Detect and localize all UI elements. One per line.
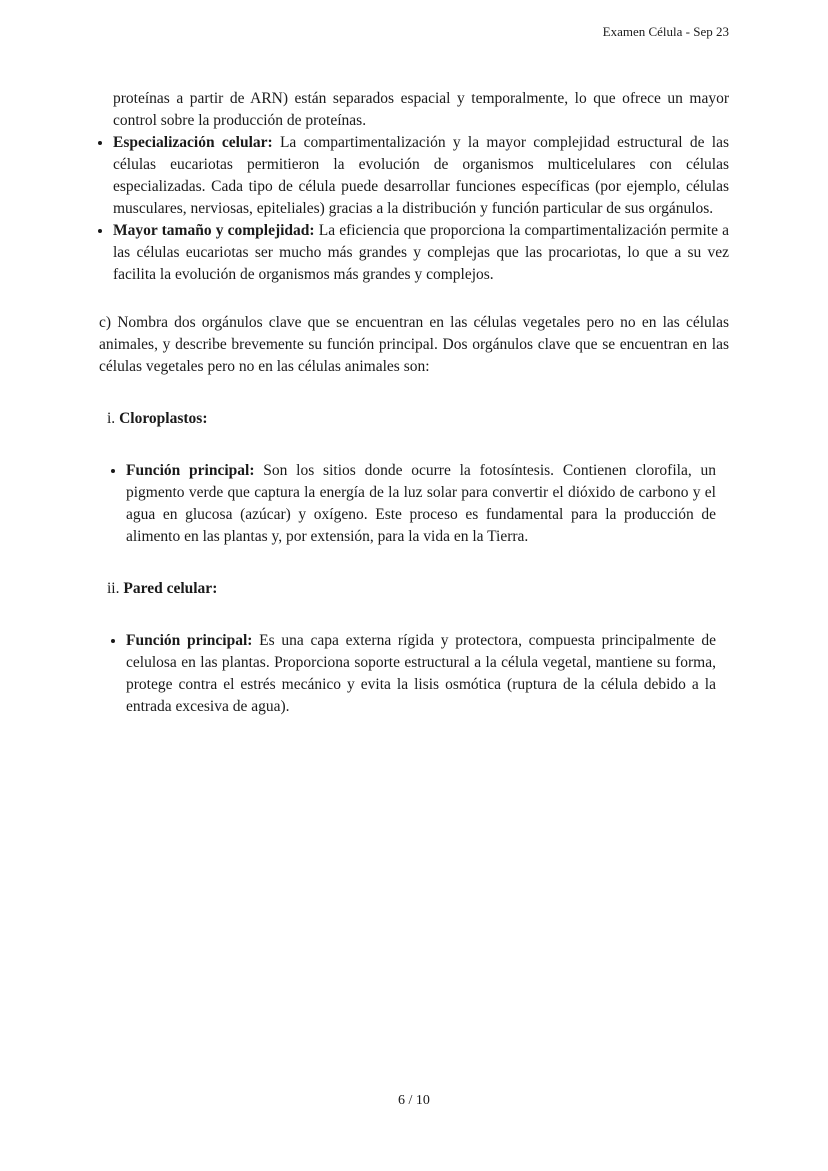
paragraph-continuation: proteínas a partir de ARN) están separados espacial y temporalmente, lo que ofrece un mayor control sobre la producción de proteínas.: [113, 90, 729, 129]
bullet-text: La eficiencia que proporciona la compartimentalización permite a las células eucariotas ser mucho más grandes y complejas que las procariotas, lo que a su vez facilita la evolución de organismos más grandes y complejos.: [113, 222, 729, 283]
item-i-title: Cloroplastos:: [119, 410, 208, 427]
item-i-numeral: i.: [107, 410, 120, 427]
cloroplastos-bullet-list: [111, 460, 716, 548]
bullet-text: Son los sitios donde ocurre la fotosíntesis. Contienen clorofila, un pigmento verde que captura la energía de la luz solar para convertir el dióxido de carbono y el agua en glucosa (azúcar) y oxígeno. Este proceso es fundamental para la producción de alimento en las plantas y, por extensión, para la vida en la Tierra.: [126, 462, 716, 545]
bullet-term: Función principal:: [126, 632, 253, 649]
item-ii-title: Pared celular:: [123, 580, 218, 597]
page-header: [99, 24, 729, 40]
bullet-text: Es una capa externa rígida y protectora, compuesta principalmente de celulosa en las plantas. Proporciona soporte estructural a la célula vegetal, mantiene su forma, protege contra el estrés mecánico y evita la lisis osmótica (ruptura de la célula debido a la entrada excesiva de agua).: [126, 632, 716, 715]
item-i-heading: [107, 408, 729, 430]
page-body: [99, 88, 729, 718]
advantages-bullet-list: [99, 132, 729, 286]
item-ii-numeral: ii.: [107, 580, 124, 597]
paragraph-question-c: c) Nombra dos orgánulos clave que se encuentran en las células vegetales pero no en las células animales, y describe brevemente su función principal. Dos orgánulos clave que se encuentran en las células vegetales pero no en las células animales son:: [99, 314, 729, 375]
list-item-funcion-principal-cloroplastos: [126, 460, 716, 548]
page-number: 6 / 10: [398, 1093, 430, 1108]
item-ii-heading: [107, 578, 729, 600]
pared-celular-bullet-list: [111, 630, 716, 718]
header-title: Examen Célula - Sep 23: [602, 24, 729, 39]
page-footer: [0, 1093, 828, 1109]
bullet-term: Función principal:: [126, 462, 255, 479]
bullet-term: Mayor tamaño y complejidad:: [113, 222, 315, 239]
bullet-term: Especialización celular:: [113, 134, 273, 151]
list-item-especializacion-celular: [113, 132, 729, 220]
list-item-mayor-tamano: [113, 220, 729, 286]
list-item-funcion-principal-pared: [126, 630, 716, 718]
bullet-text: La compartimentalización y la mayor complejidad estructural de las células eucariotas permitieron la evolución de organismos multicelulares con células especializadas. Cada tipo de célula puede desarrollar funciones específicas (por ejemplo, células musculares, nerviosas, epiteliales) gracias a la distribución y función particular de sus orgánulos.: [113, 134, 729, 217]
